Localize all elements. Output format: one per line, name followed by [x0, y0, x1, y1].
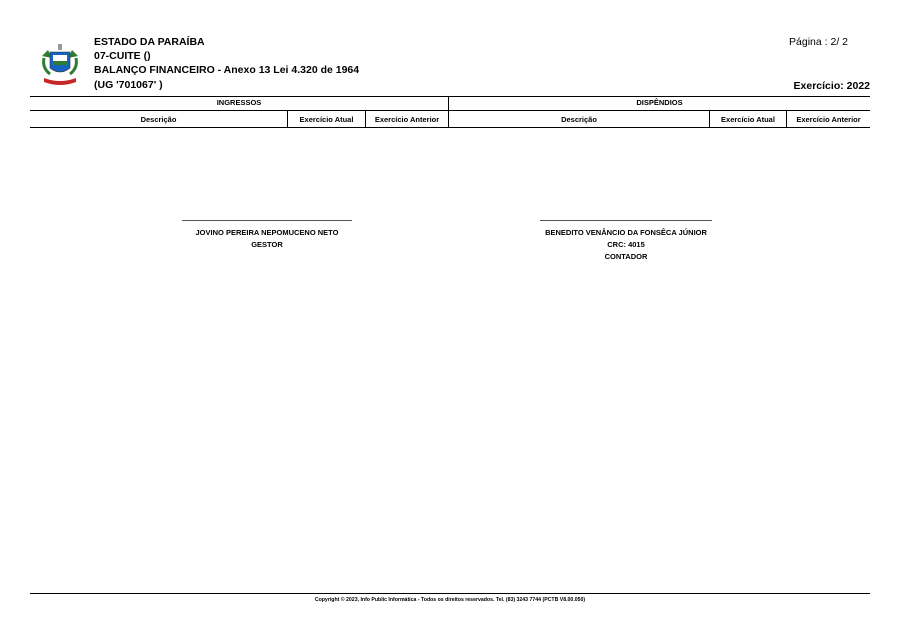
- column-header: Exercício Anterior: [796, 115, 861, 124]
- table-top-rule: [30, 96, 870, 97]
- signature-gestor: [150, 227, 384, 251]
- signature-contador: [508, 227, 744, 263]
- signature-line: [540, 220, 712, 221]
- signer-role: CONTADOR: [604, 252, 648, 261]
- signer-name: BENEDITO VENÂNCIO DA FONSÊCA JÚNIOR: [545, 228, 707, 237]
- coat-of-arms-icon: [38, 42, 82, 86]
- state-name: ESTADO DA PARAÍBA: [94, 36, 205, 48]
- ingressos-header: INGRESSOS: [216, 98, 262, 107]
- column-header: Descrição: [140, 115, 177, 124]
- table-mid-rule: [30, 110, 870, 111]
- signature-line: [182, 220, 352, 221]
- signer-role: GESTOR: [251, 240, 283, 249]
- entity-name: 07-CUITE (): [94, 50, 151, 62]
- exercise-year: Exercício: 2022: [793, 80, 870, 92]
- column-header: Exercício Atual: [299, 115, 354, 124]
- footer-copyright: Copyright © 2023, Info Public Informática - Todos os direitos reservados. Tel. (83) 3243 7744 (PCTB V8.00.050): [314, 597, 586, 603]
- column-header: Exercício Atual: [721, 115, 775, 124]
- column-header: Exercício Anterior: [374, 115, 440, 124]
- page-number: Página : 2/ 2: [789, 36, 848, 48]
- column-header: Descrição: [561, 115, 597, 124]
- ug-code: (UG '701067' ): [94, 79, 163, 91]
- signer-crc: CRC: 4015: [607, 240, 645, 249]
- table-bottom-rule: [30, 127, 870, 128]
- report-title: BALANÇO FINANCEIRO - Anexo 13 Lei 4.320 de 1964: [94, 64, 360, 76]
- signer-name: JOVINO PEREIRA NEPOMUCENO NETO: [195, 228, 339, 237]
- footer-rule: [30, 593, 870, 594]
- dispendios-header: DISPÊNDIOS: [636, 98, 683, 107]
